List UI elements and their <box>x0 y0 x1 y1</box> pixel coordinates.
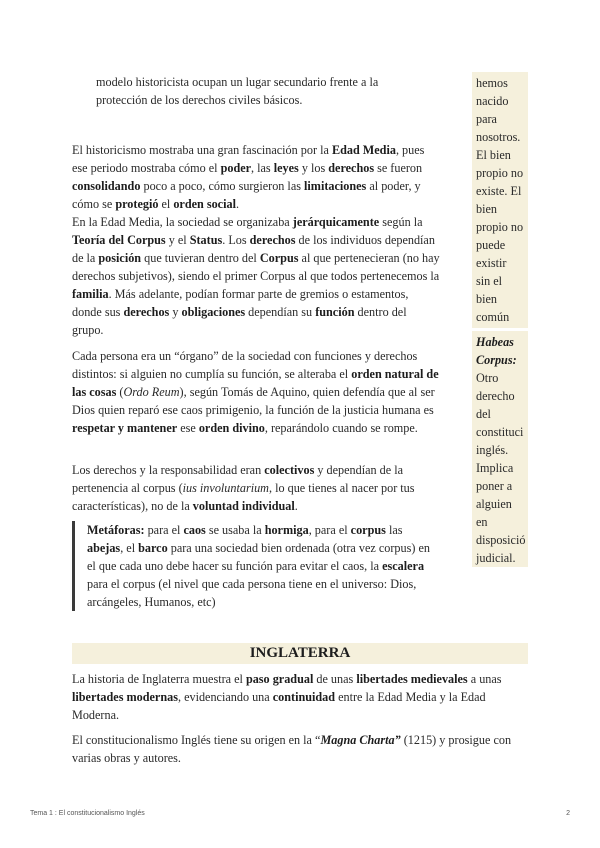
paragraph-edad-media: En la Edad Media, la sociedad se organizaba jerárquicamente según la Teoría del Corpus y el Status. Los derechos de los individuos dependían de la posición que tuvieran dentro del Corpus al que pertenecieran (no hay derechos subjetivos), siendo el primer Corpus al que todos pertenecemos la familia. Más adelante, podían formar parte de gremios o estamentos, donde sus derechos y obligaciones dependían su función dentro del grupo. <box>72 215 440 337</box>
intro-line: protección de los derechos civiles básicos. <box>96 93 303 107</box>
intro-line: modelo historicista ocupan un lugar secundario frente a la <box>96 75 379 89</box>
side-note-habeas-corpus: Habeas Corpus: Otro derecho del constituci inglés. Implica poner a alguien en disposició judicial. <box>472 331 528 567</box>
side-note-bien-comun: hemos nacido para nosotros. El bien propio no existe. El bien propio no puede existir sin el bien común <box>472 72 528 328</box>
paragraph-magna-charta: El constitucionalismo Inglés tiene su origen en la “Magna Charta” (1215) y prosigue con varias obras y autores. <box>72 733 512 765</box>
paragraph-colectivos: Los derechos y la responsabilidad eran colectivos y dependían de la pertenencia al corpus (ius involuntarium, lo que tienes al nacer por tus características), no de la voluntad individual. <box>72 463 415 513</box>
section-heading-inglaterra: INGLATERRA <box>72 643 528 664</box>
side-note-title: Habeas <box>476 335 514 349</box>
footer-title: Tema 1 : El constitucionalismo Inglés <box>30 810 145 817</box>
paragraph-inglaterra: La historia de Inglaterra muestra el paso gradual de unas libertades medievales a unas libertades modernas, evidenciando una continuidad entre la Edad Media y la Edad Moderna. <box>72 672 502 722</box>
page-number: 2 <box>566 810 570 817</box>
metaphors-quote: Metáforas: para el caos se usaba la hormiga, para el corpus las abejas, el barco para una sociedad bien ordenada (otra vez corpus) en el que cada uno debe hacer su función para evitar el caos, la escalera para el corpus (el nivel que cada persona tiene en el universo: Dios, arcángeles, Humanos, etc) <box>72 521 438 611</box>
intro-paragraph <box>96 73 426 109</box>
paragraph-organo: Cada persona era un “órgano” de la sociedad con funciones y derechos distintos: si alguien no cumplía su función, se alteraba el orden natural de las cosas (Ordo Reum), según Tomás de Aquino, quien defendía que al ser Dios quien reparó ese caos primigenio, la función de la justicia humana es respetar y mantener ese orden divino, reparándolo cuando se rompe. <box>72 349 439 435</box>
paragraph-historicismo: El historicismo mostraba una gran fascinación por la Edad Media, pues ese periodo mostraba cómo el poder, las leyes y los derechos se fueron consolidando poco a poco, cómo surgieron las limitaciones al poder, y cómo se protegió el orden social. En la Edad Media, la sociedad se organizaba jerárquicamente según la Teoría del Corpus y el Status. Los derechos de los individuos dependían de la posición que tuvieran dentro del Corpus al que pertenecieran (no hay derechos subjetivos), siendo el primer Corpus al que todos pertenecemos la familia. Más adelante, podían formar parte de gremios o estamentos, donde sus derechos y obligaciones dependían su función dentro del grupo. <box>72 143 440 337</box>
